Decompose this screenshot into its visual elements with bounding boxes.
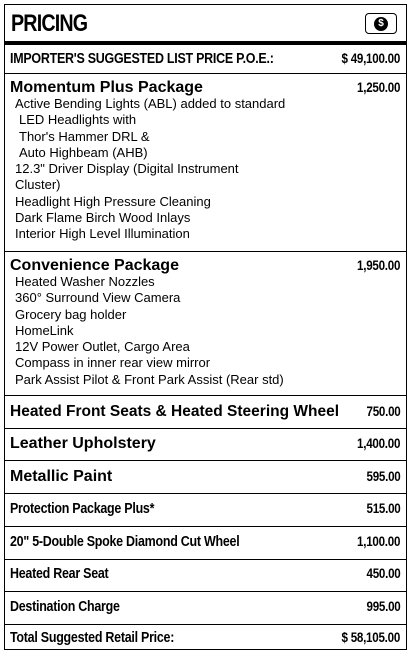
convenience-package-name: Convenience Package: [10, 257, 179, 274]
feature-item: Heated Washer Nozzles: [15, 274, 155, 289]
option-price: 1,100.00: [356, 534, 400, 549]
feature-item: HomeLink: [15, 322, 74, 338]
feature-item: Interior High Level Illumination: [15, 226, 190, 242]
momentum-package-price: 1,250.00: [356, 80, 400, 95]
divider: [5, 624, 406, 625]
option-name: Destination Charge: [10, 599, 120, 615]
msrp-label: IMPORTER'S SUGGESTED LIST PRICE P.O.E.:: [10, 51, 274, 67]
convenience-package-row: [10, 257, 400, 275]
convenience-package-price: 1,950.00: [356, 258, 400, 273]
option-price: 595.00: [366, 469, 400, 484]
option-name: 20" 5-Double Spoke Diamond Cut Wheel: [10, 534, 240, 550]
convenience-feature-list: [15, 274, 284, 388]
option-price: 750.00: [366, 404, 400, 419]
feature-item: Cluster): [15, 177, 61, 193]
option-row: [10, 501, 400, 517]
feature-item: Active Bending Lights (ABL) added to standard: [15, 96, 286, 111]
option-name: Metallic Paint: [10, 468, 113, 485]
feature-item: Auto Highbeam (AHB): [19, 144, 148, 160]
momentum-feature-list: [15, 96, 285, 243]
option-price: 1,400.00: [356, 436, 400, 451]
feature-item: 12V Power Outlet, Cargo Area: [15, 339, 190, 355]
divider: [5, 559, 406, 560]
option-price: 515.00: [366, 501, 400, 516]
feature-item: Grocery bag holder: [15, 306, 127, 322]
total-price: $ 58,105.00: [341, 630, 400, 645]
feature-item: Headlight High Pressure Cleaning: [15, 193, 211, 209]
feature-item: Park Assist Pilot & Front Park Assist (Rear std): [15, 371, 284, 387]
total-row: [10, 630, 400, 646]
divider: [5, 591, 406, 592]
feature-item: Dark Flame Birch Wood Inlays: [15, 210, 191, 226]
momentum-package-row: [10, 79, 400, 97]
feature-item: 12.3" Driver Display (Digital Instrument: [15, 161, 239, 177]
header-divider: [5, 41, 406, 45]
option-name: Leather Upholstery: [10, 435, 156, 452]
pricing-header: [5, 5, 406, 41]
divider: [5, 73, 406, 74]
pricing-panel: [4, 4, 407, 650]
option-row: [10, 468, 400, 486]
feature-item: 360° Surround View Camera: [15, 290, 181, 306]
total-label: Total Suggested Retail Price:: [10, 630, 175, 646]
dollar-coin-icon: $: [365, 13, 397, 34]
divider: [5, 251, 406, 252]
option-row: [10, 435, 400, 453]
divider: [5, 395, 406, 396]
page-title: PRICING: [11, 10, 88, 37]
option-row: [10, 403, 400, 421]
option-row: [10, 534, 400, 550]
option-price: 995.00: [366, 599, 400, 614]
divider: [5, 428, 406, 429]
divider: [5, 493, 406, 494]
option-price: 450.00: [366, 566, 400, 581]
momentum-package-name: Momentum Plus Package: [10, 79, 203, 96]
msrp-price: $ 49,100.00: [341, 51, 400, 66]
option-name: Heated Front Seats & Heated Steering Wheel: [10, 403, 340, 420]
divider: [5, 460, 406, 461]
divider: [5, 526, 406, 527]
option-name: Heated Rear Seat: [10, 566, 109, 582]
feature-item: Compass in inner rear view mirror: [15, 355, 211, 371]
msrp-row: [10, 51, 400, 67]
option-name: Protection Package Plus*: [10, 501, 155, 517]
option-row: [10, 566, 400, 582]
feature-item: Thor's Hammer DRL &: [19, 128, 150, 144]
feature-item: LED Headlights with: [19, 112, 137, 128]
option-row: [10, 599, 400, 615]
